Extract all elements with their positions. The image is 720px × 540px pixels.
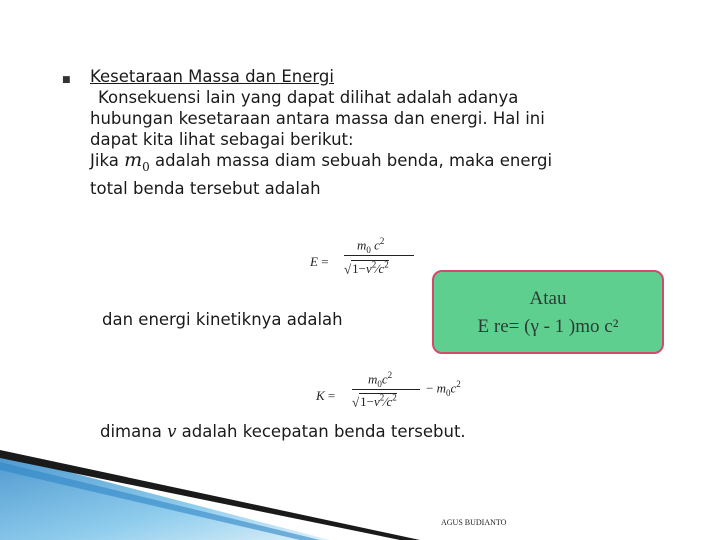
paragraph-line: dapat kita lihat sebagai berikut: (90, 130, 354, 149)
paragraph-line: total benda tersebut adalah (90, 178, 321, 198)
box-title: Atau (529, 288, 567, 309)
box-formula-power: c² (604, 316, 619, 337)
velocity-definition (100, 422, 466, 441)
total-energy-formula: E = $m_0$ $c^2$ $√1-v^2∕c^2$ (310, 236, 420, 292)
dimana-prefix: dimana (100, 422, 162, 441)
author-credit: AGUS BUDIANTO (441, 518, 507, 527)
main-text (90, 66, 650, 199)
paragraph-line-jika (90, 150, 650, 178)
jika-prefix: Jika (90, 151, 119, 170)
kinetic-energy-formula: K = $m_0c^2$ $√1-v^2∕c^2$ − $m_0c^2$ (316, 370, 461, 410)
paragraph-line: Konsekuensi lain yang dapat dilihat adalah adanya (98, 88, 519, 107)
velocity-symbol: v (167, 422, 177, 441)
rest-mass-symbol (124, 149, 150, 174)
bullet-icon: ■ (62, 75, 71, 85)
alternative-formula-box (432, 270, 664, 354)
box-formula (434, 316, 662, 338)
kinetic-energy-text: dan energi kinetiknya adalah (102, 310, 343, 329)
m-subscript: 0 (142, 159, 150, 174)
box-formula-text: E re= (γ - 1 )mo (477, 316, 600, 337)
corner-decoration (0, 450, 420, 540)
m-symbol: m (124, 149, 143, 171)
paragraph-line: hubungan kesetaraan antara massa dan energi. Hal ini (90, 109, 545, 128)
jika-suffix: adalah massa diam sebuah benda, maka energi (155, 151, 553, 170)
slide-heading: Kesetaraan Massa dan Energi (90, 67, 334, 86)
dimana-suffix: adalah kecepatan benda tersebut. (181, 422, 466, 441)
